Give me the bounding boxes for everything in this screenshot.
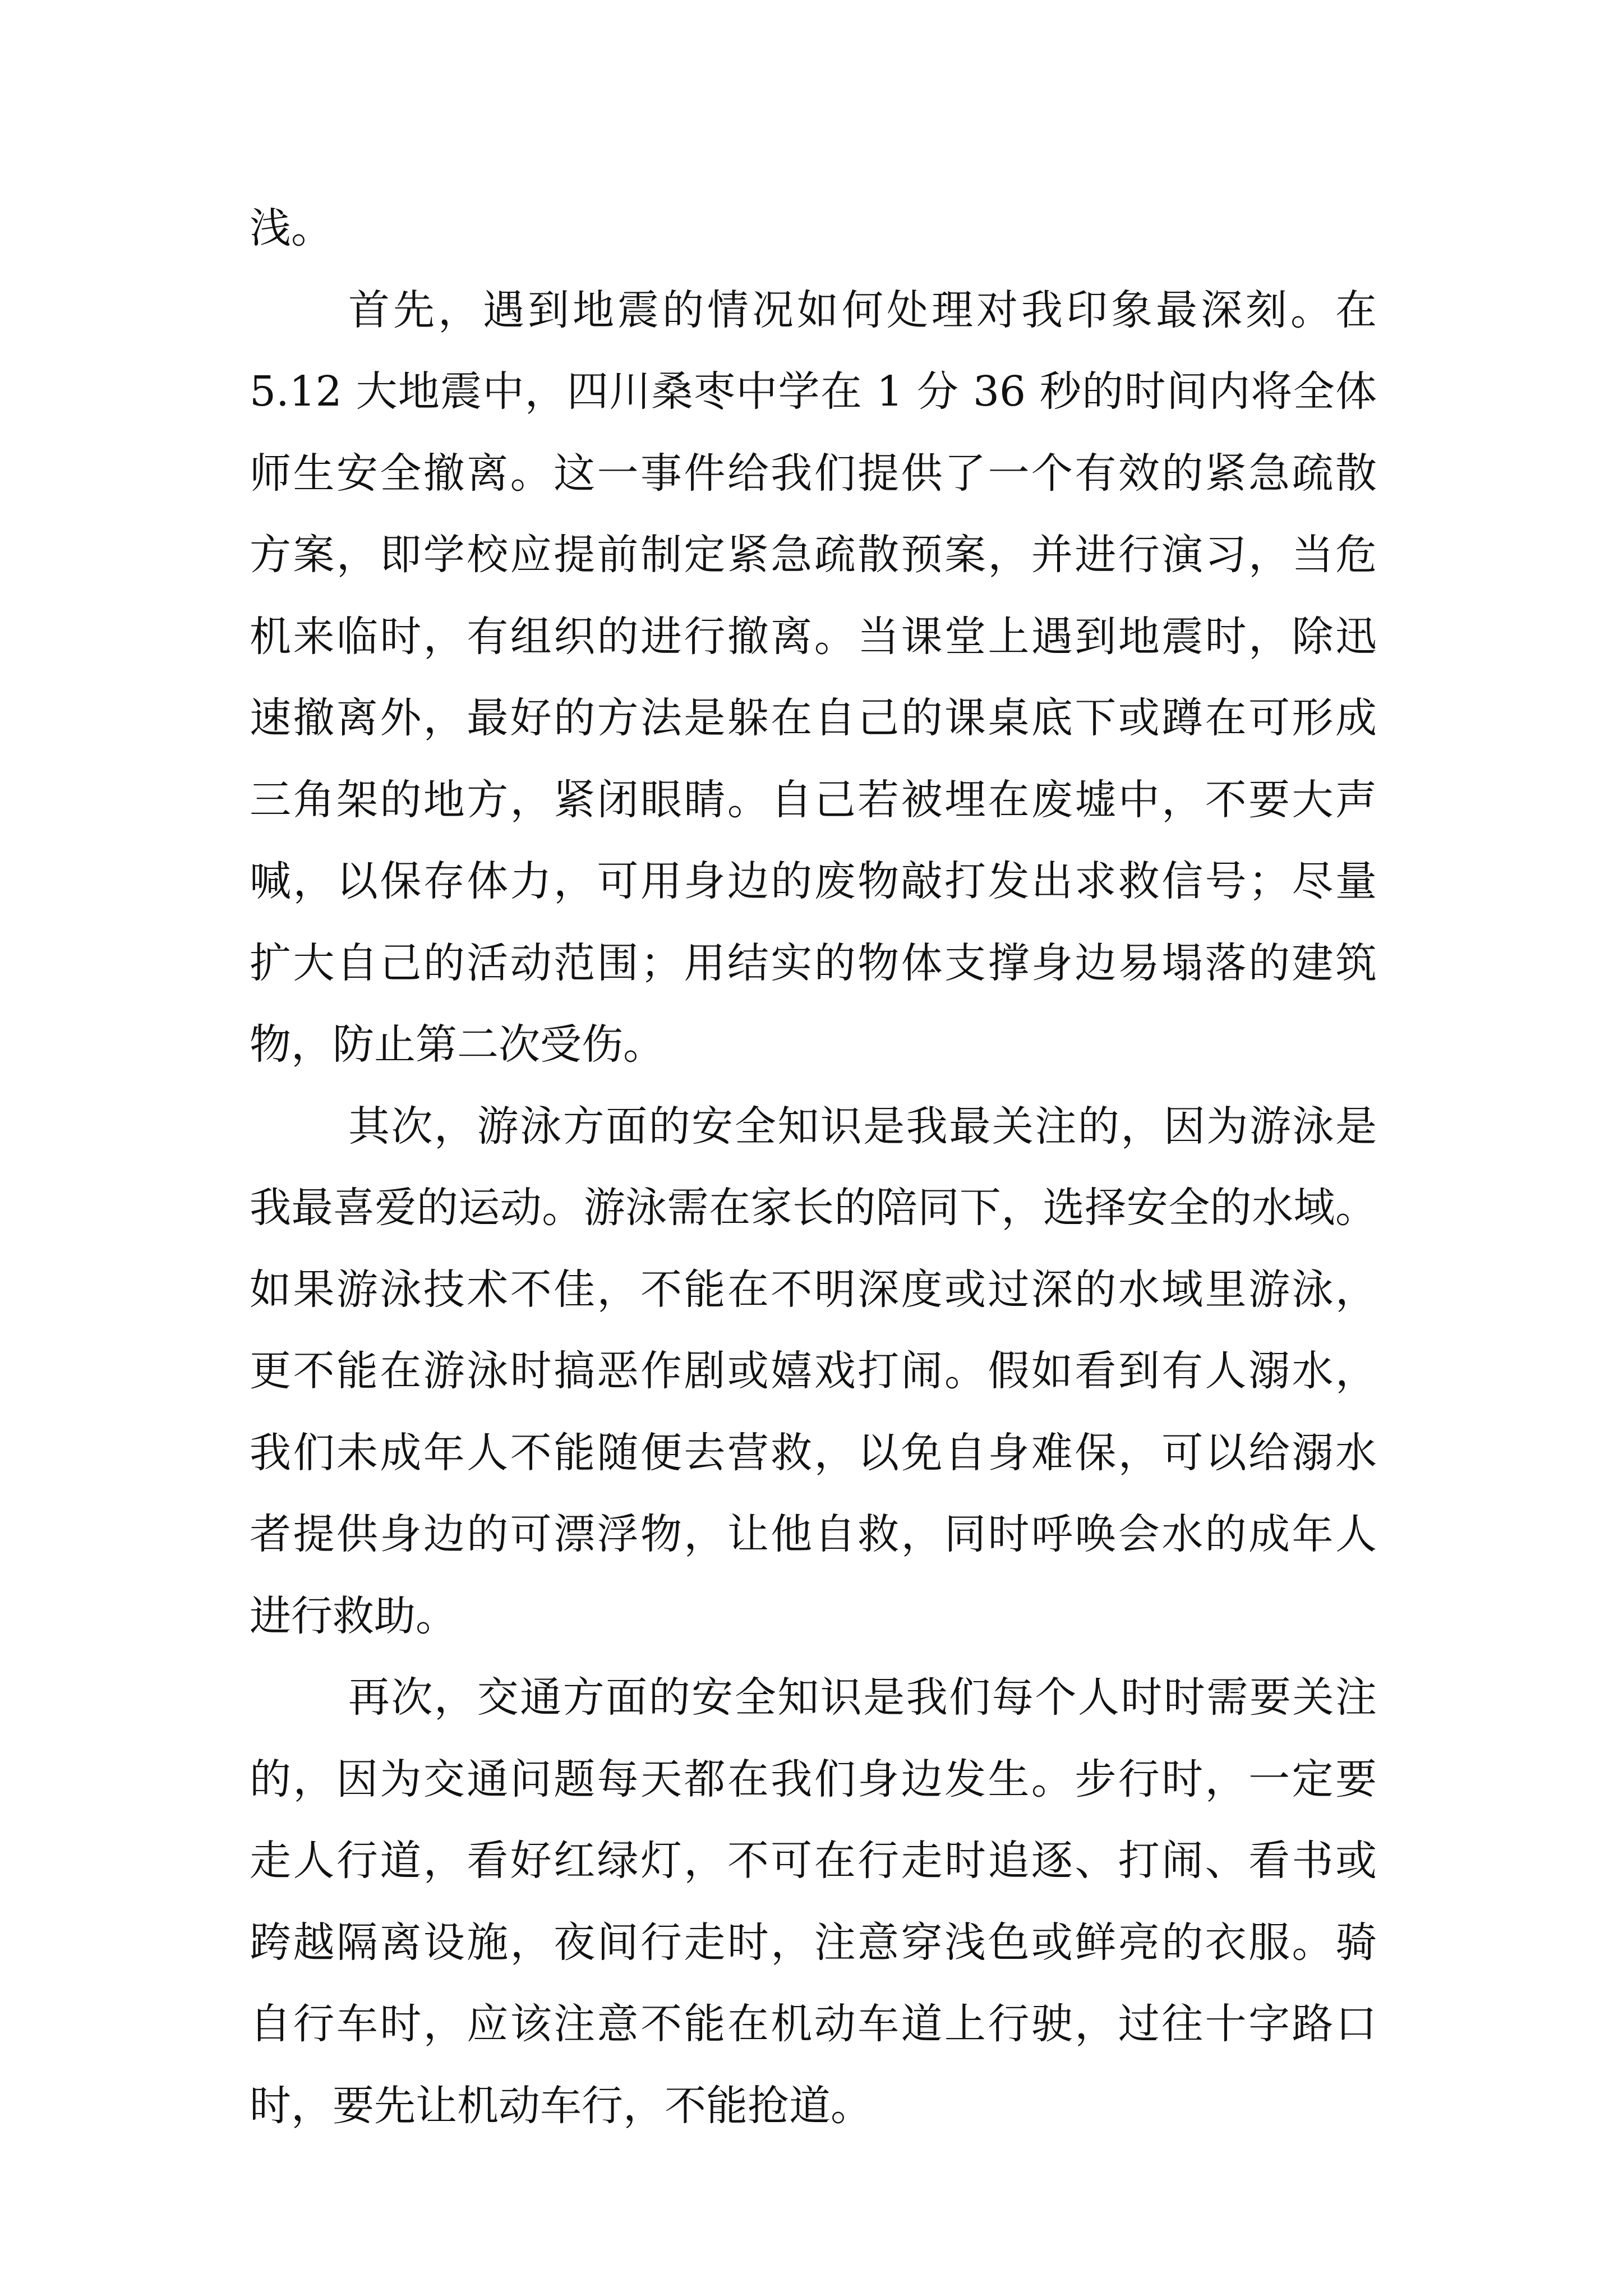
text-line: 进行救助。: [250, 1591, 457, 1640]
text-line: 机来临时，有组织的进行撤离。当课堂上遇到地震时，除迅: [250, 612, 1377, 661]
text-line: 浅。: [250, 204, 333, 252]
text-line: 喊，以保存体力，可用身边的废物敲打发出求救信号；尽量: [250, 857, 1377, 905]
text-line: 方案，即学校应提前制定紧急疏散预案，并进行演习，当危: [250, 531, 1377, 579]
text-line: 如果游泳技术不佳，不能在不明深度或过深的水域里游泳，: [250, 1265, 1377, 1314]
paragraph-start-line: 再次，交通方面的安全知识是我们每个人时时需要关注: [348, 1673, 1377, 1722]
text-line: 扩大自己的活动范围；用结实的物体支撑身边易塌落的建筑: [250, 938, 1377, 987]
text-line: 师生安全撤离。这一事件给我们提供了一个有效的紧急疏散: [250, 449, 1377, 498]
text-line: 物，防止第二次受伤。: [250, 1020, 665, 1069]
text-line: 5.12 大地震中，四川桑枣中学在 1 分 36 秒的时间内将全体: [250, 367, 1377, 416]
text-line: 的，因为交通问题每天都在我们身边发生。步行时，一定要: [250, 1755, 1377, 1803]
text-line: 我们未成年人不能随便去营救，以免自身难保，可以给溺水: [250, 1428, 1377, 1477]
body-text: [250, 188, 1377, 2147]
paragraph-start-line: 首先，遇到地震的情况如何处理对我印象最深刻。在: [348, 286, 1377, 334]
paragraph-start-line: 其次，游泳方面的安全知识是我最关注的，因为游泳是: [348, 1102, 1377, 1151]
text-line: 更不能在游泳时搞恶作剧或嬉戏打闹。假如看到有人溺水，: [250, 1347, 1377, 1395]
text-line: 速撤离外，最好的方法是躲在自己的课桌底下或蹲在可形成: [250, 694, 1377, 742]
text-line: 者提供身边的可漂浮物，让他自救，同时呼唤会水的成年人: [250, 1510, 1377, 1558]
text-line: 跨越隔离设施，夜间行走时，注意穿浅色或鲜亮的衣服。骑: [250, 1918, 1377, 1967]
text-line: 时，要先让机动车行，不能抢道。: [250, 2081, 872, 2130]
text-line: 走人行道，看好红绿灯，不可在行走时追逐、打闹、看书或: [250, 1837, 1377, 1885]
text-line: 自行车时，应该注意不能在机动车道上行驶，过往十字路口: [250, 2000, 1377, 2048]
text-line: 我最喜爱的运动。游泳需在家长的陪同下，选择安全的水域。: [250, 1184, 1377, 1232]
text-line: 三角架的地方，紧闭眼睛。自己若被埋在废墟中，不要大声: [250, 775, 1377, 824]
